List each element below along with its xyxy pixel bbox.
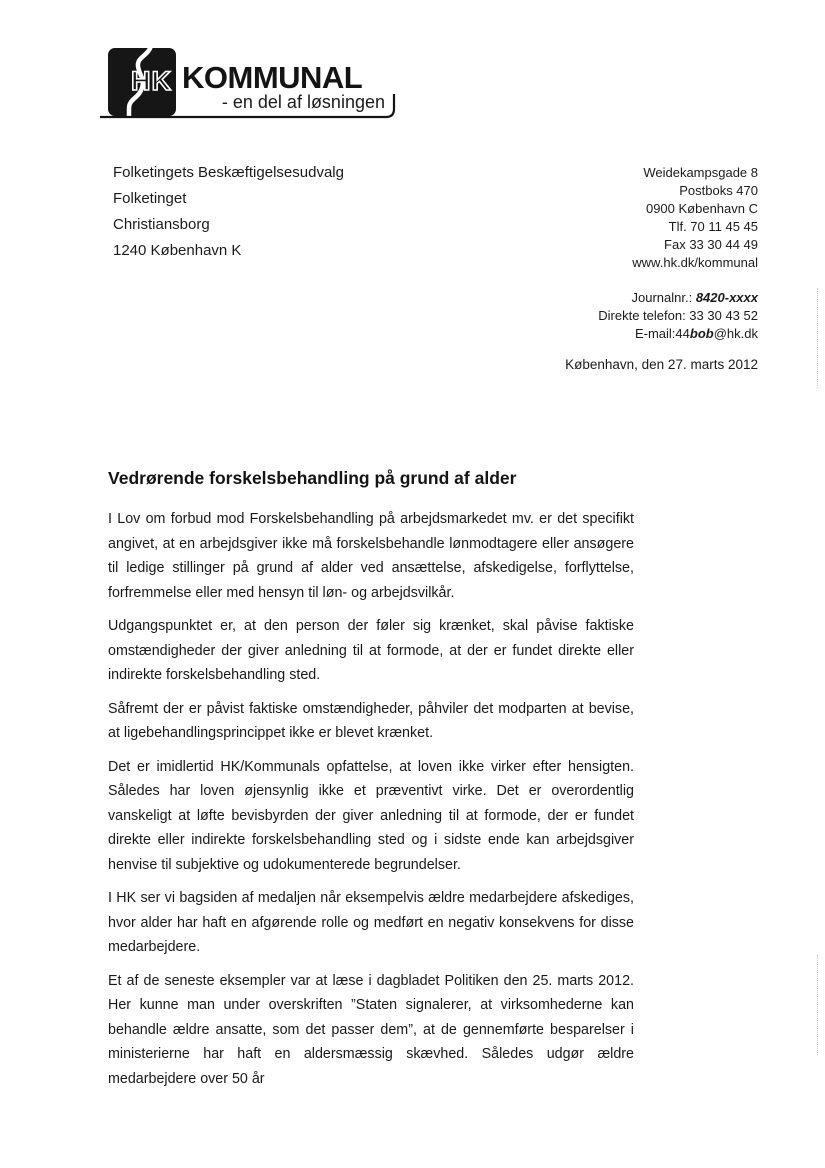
email-suffix: @hk.dk bbox=[713, 326, 758, 341]
journal-number bbox=[598, 289, 758, 307]
journal-meta-block bbox=[598, 289, 758, 343]
paragraph: I HK ser vi bagsiden af medaljen når eksempelvis ældre medarbejdere afskediges, hvor alder har haft en afgørende rolle og medført en negativ konsekvens for disse medarbejdere. bbox=[108, 890, 634, 955]
logo-underline bbox=[98, 88, 398, 122]
sender-line: Tlf. 70 11 45 45 bbox=[668, 219, 758, 234]
scan-artifact bbox=[817, 955, 818, 1055]
hk-logo-letters: HK bbox=[131, 66, 172, 96]
hk-kommunal-logo bbox=[108, 48, 408, 128]
email-line bbox=[598, 325, 758, 343]
sender-line: 0900 København C bbox=[645, 201, 758, 216]
journal-label: Journalnr.: bbox=[631, 290, 696, 305]
recipient-line: Folketinget bbox=[113, 190, 187, 207]
recipient-line: 1240 København K bbox=[113, 242, 242, 259]
logo-name: KOMMUNAL bbox=[182, 60, 363, 95]
logo-tagline: - en del af løsningen bbox=[221, 92, 385, 112]
paragraph: Såfremt der er påvist faktiske omstændigheder, påhviler det modparten at bevise, at ligebehandlingsprincippet ikke er blevet krænket. bbox=[108, 700, 634, 741]
letter-body bbox=[108, 507, 634, 1100]
paragraph: Det er imidlertid HK/Kommunals opfattelse, at loven ikke virker efter hensigten. Således har loven øjensynlig ikke et præventivt virke. Det er overordentlig vanskeligt at løfte bevisbyrden der giver anledning til at formode, der er fundet direkte eller indirekte forskelsbehandling sted og i sidste ende kan arbejdsgiver henvise til subjektive og udokumenterede begrundelser. bbox=[108, 758, 634, 873]
journal-value: 8420-xxxx bbox=[695, 290, 758, 305]
email-prefix: E-mail:44 bbox=[634, 326, 690, 341]
recipient-line: Christiansborg bbox=[113, 216, 210, 233]
email-user: bob bbox=[689, 326, 714, 341]
paragraph: Udgangspunktet er, at den person der føler sig krænket, skal påvise faktiske omstændigheder der giver anledning til at formode, at der er fundet direkte eller indirekte forskelsbehandling sted. bbox=[108, 618, 634, 683]
sender-line: Postboks 470 bbox=[679, 183, 758, 198]
sender-website: www.hk.dk/kommunal bbox=[632, 255, 758, 270]
sender-line: Fax 33 30 44 49 bbox=[664, 237, 758, 252]
paragraph: I Lov om forbud mod Forskelsbehandling på arbejdsmarkedet mv. er det specifikt angivet, at en arbejdsgiver ikke må forskelsbehandle lønmodtagere eller ansøgere til ledige stillinger på grund af alder ved ansættelse, afskedigelse, forflyttelse, forfremmelse eller med hensyn til løn- og arbejdsvilkår. bbox=[108, 511, 634, 601]
sender-address bbox=[632, 164, 758, 272]
sender-line: Weidekampsgade 8 bbox=[643, 165, 758, 180]
paragraph: Et af de seneste eksempler var at læse i dagbladet Politiken den 25. marts 2012. Her kunne man under overskriften ”Staten signalerer, at virksomhederne kan behandle ældre ansatte, som det passer dem”, at de gennemførte besparelser i ministerierne har haft en aldersmæssig skævhed. Således udgør ældre medarbejdere over 50 år bbox=[108, 972, 634, 1087]
dateline: København, den 27. marts 2012 bbox=[565, 357, 758, 372]
recipient-line: Folketingets Beskæftigelsesudvalg bbox=[113, 164, 344, 181]
recipient-address bbox=[113, 160, 344, 264]
scan-artifact bbox=[817, 288, 818, 388]
direct-phone: Direkte telefon: 33 30 43 52 bbox=[598, 308, 758, 323]
subject-heading: Vedrørende forskelsbehandling på grund af alder bbox=[108, 468, 517, 488]
